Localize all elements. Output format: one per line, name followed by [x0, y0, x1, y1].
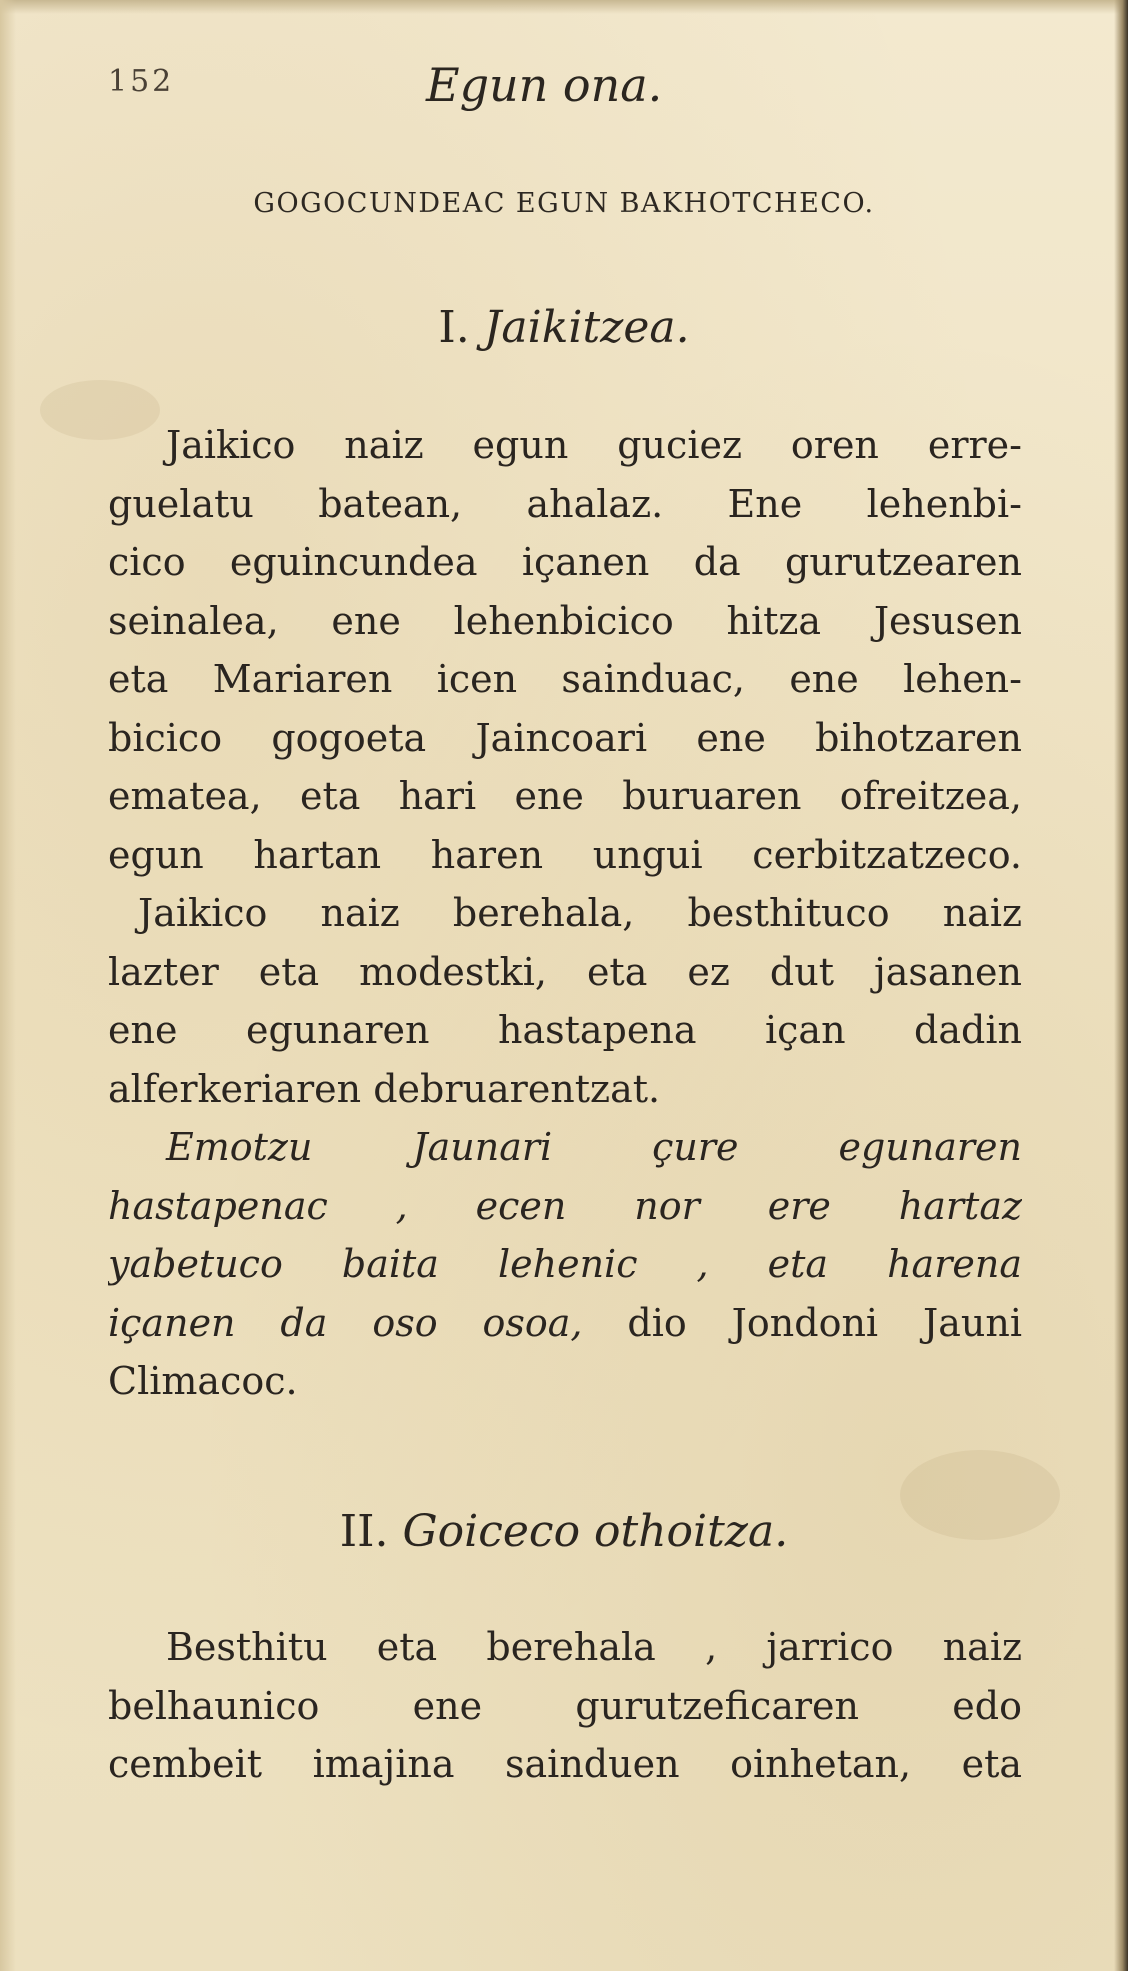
quote-line-end: içanen da oso osoa, [108, 1300, 583, 1345]
quote-attribution-line [108, 1294, 1022, 1353]
subheading-goiceco-othoitza [0, 1506, 1128, 1557]
running-head [108, 58, 1008, 118]
quote-line: hastapenac , ecen nor ere hartaz [108, 1183, 1022, 1228]
page-top-edge [0, 0, 1128, 14]
text-line: Jaikico naiz berehala, besthituco naiz [138, 891, 1022, 935]
paragraph-goiceco-othoitza [108, 1618, 1022, 1794]
text-line: lazter eta modestki, eta ez dut jasanen [108, 949, 1022, 994]
subheading-title: Goiceco othoitza. [402, 1506, 789, 1557]
quote-line: Emotzu Jaunari çure egunaren [166, 1125, 1022, 1169]
subheading-title: Jaikitzea. [483, 302, 690, 353]
text-line: cico eguincundea içanen da gurutzearen [108, 540, 1022, 584]
text-line: Besthitu eta berehala , jarrico naiz [166, 1625, 1022, 1669]
text-line: alferkeriaren debruarentzat. [108, 1066, 661, 1111]
text-line: ene egunaren hastapena içan dadin [108, 1008, 1022, 1052]
subheading-jaikitzea [0, 302, 1128, 353]
text-line: eta Mariaren icen sainduac, ene lehen- [108, 657, 1022, 701]
text-line: guelatu batean, ahalaz. Ene lehenbi- [108, 481, 1022, 526]
text-line: bicico gogoeta Jaincoari ene bihotzaren [108, 715, 1022, 760]
paragraph-jaikitzea [108, 416, 1022, 1411]
subheading-numeral: I. [438, 302, 470, 353]
text-line: egun hartan haren ungui cerbitzatzeco. [108, 832, 1022, 877]
attribution-name: Climacoc. [108, 1359, 298, 1403]
attribution-text: dio Jondoni Jauni [627, 1300, 1022, 1345]
text-line: Jaikico naiz egun guciez oren erre- [166, 423, 1022, 467]
section-heading: GOGOCUNDEAC EGUN BAKHOTCHECO. [253, 188, 875, 219]
running-title: Egun ona. [426, 58, 663, 112]
text-line: ematea, eta hari ene buruaren ofreitzea, [108, 774, 1022, 818]
text-line: seinalea, ene lehenbicico hitza Jesusen [108, 598, 1022, 643]
page-left-edge [0, 0, 16, 1971]
text-line: cembeit imajina sainduen oinhetan, eta [108, 1742, 1022, 1786]
page-number: 152 [108, 64, 175, 99]
text-line: belhaunico ene gurutzeficaren edo [108, 1683, 1022, 1728]
subheading-numeral: II. [339, 1506, 389, 1557]
quote-line: yabetuco baita lehenic , eta harena [108, 1242, 1022, 1286]
page-right-edge [1114, 0, 1128, 1971]
